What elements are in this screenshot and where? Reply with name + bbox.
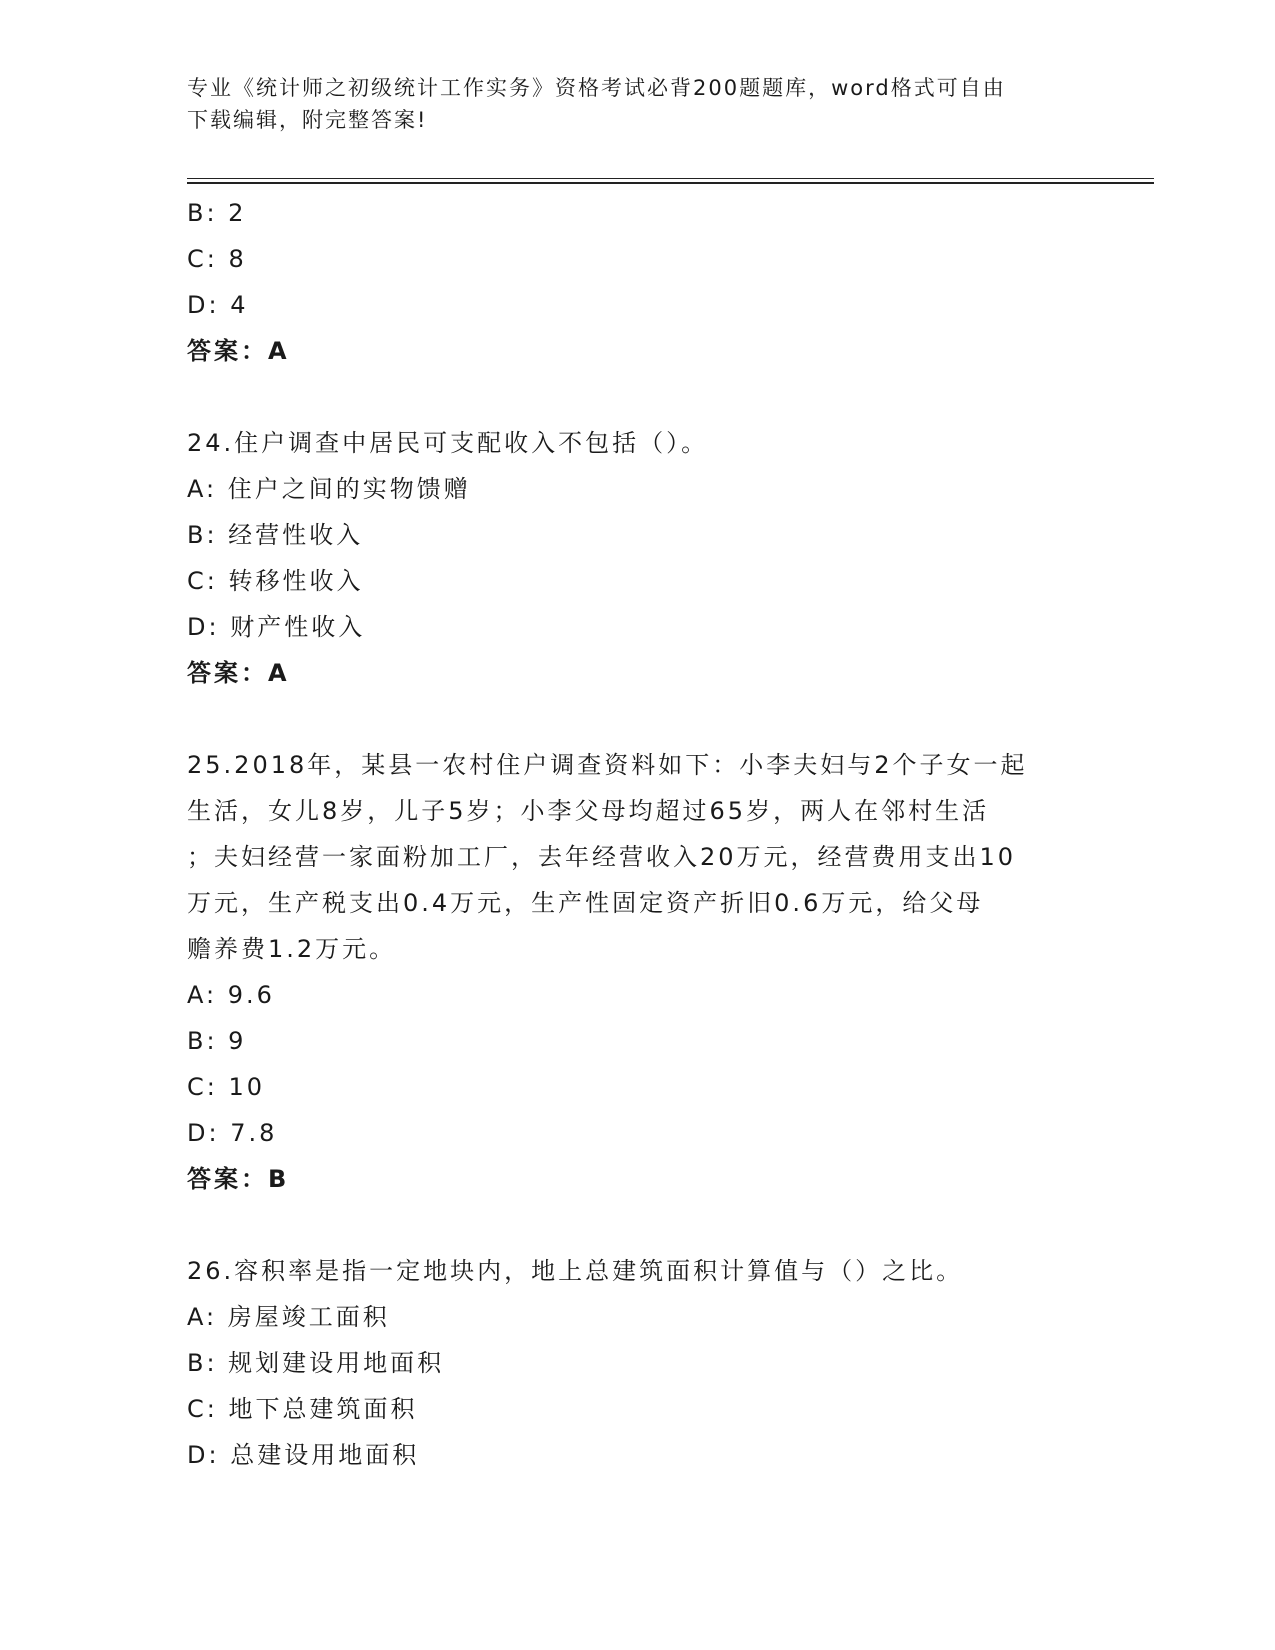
header-line-1: 专业《统计师之初级统计工作实务》资格考试必背200题题库，word格式可自由 bbox=[187, 76, 1006, 100]
option-a: A: 9.6 bbox=[187, 981, 275, 1009]
question-text-line-3: ；夫妇经营一家面粉加工厂，去年经营收入20万元，经营费用支出10 bbox=[187, 843, 1017, 871]
option-d: D: 4 bbox=[187, 291, 249, 319]
option-b: B: 规划建设用地面积 bbox=[187, 1349, 445, 1377]
answer-line: 答案：A bbox=[187, 337, 290, 365]
option-c: C: 8 bbox=[187, 245, 247, 273]
option-c: C: 10 bbox=[187, 1073, 266, 1101]
question-text-line-1: 25.2018年，某县一农村住户调查资料如下：小李夫妇与2个子女一起 bbox=[187, 751, 1028, 779]
option-a: A: 住户之间的实物馈赠 bbox=[187, 475, 471, 503]
question-26 bbox=[187, 1248, 1087, 1478]
option-c: C: 地下总建筑面积 bbox=[187, 1395, 418, 1423]
option-b: B: 9 bbox=[187, 1027, 247, 1055]
question-text-line-2: 生活，女儿8岁，儿子5岁；小李父母均超过65岁，两人在邻村生活 bbox=[187, 797, 990, 825]
header-rule-thin bbox=[187, 178, 1154, 179]
option-c: C: 转移性收入 bbox=[187, 567, 364, 595]
document-header bbox=[187, 72, 1087, 136]
question-text: 24.住户调查中居民可支配收入不包括（）。 bbox=[187, 429, 709, 457]
question-text-line-5: 赡养费1.2万元。 bbox=[187, 935, 397, 963]
option-d: D: 7.8 bbox=[187, 1119, 278, 1147]
option-d: D: 总建设用地面积 bbox=[187, 1441, 420, 1469]
continued-question bbox=[187, 190, 1087, 374]
question-text: 26.容积率是指一定地块内，地上总建筑面积计算值与（）之比。 bbox=[187, 1257, 964, 1285]
question-24 bbox=[187, 420, 1087, 696]
question-25 bbox=[187, 742, 1087, 1202]
header-rule-thick bbox=[187, 182, 1154, 184]
option-b: B: 2 bbox=[187, 199, 247, 227]
question-text-line-4: 万元，生产税支出0.4万元，生产性固定资产折旧0.6万元，给父母 bbox=[187, 889, 984, 917]
header-line-2: 下载编辑，附完整答案! bbox=[187, 108, 428, 132]
option-b: B: 经营性收入 bbox=[187, 521, 364, 549]
option-d: D: 财产性收入 bbox=[187, 613, 366, 641]
question-content bbox=[187, 190, 1087, 1478]
answer-line: 答案：B bbox=[187, 1165, 290, 1193]
option-a: A: 房屋竣工面积 bbox=[187, 1303, 390, 1331]
answer-line: 答案：A bbox=[187, 659, 290, 687]
